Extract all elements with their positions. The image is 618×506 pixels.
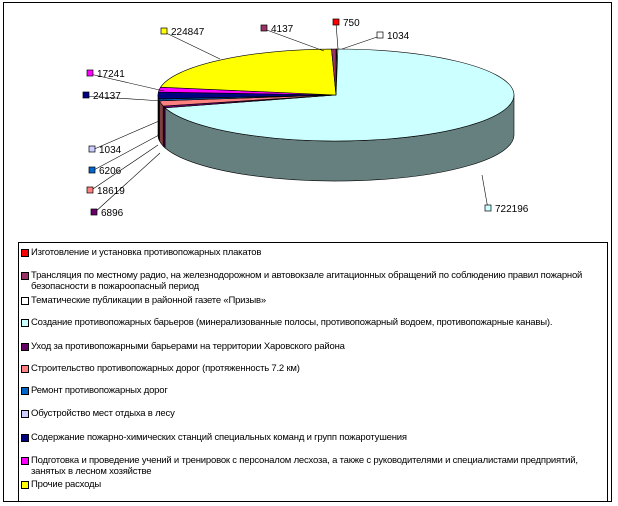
pie-slice-9	[161, 49, 336, 95]
legend-item	[21, 385, 603, 396]
legend-swatch	[21, 387, 29, 395]
data-label-5: 6206	[99, 166, 122, 177]
legend-item	[21, 479, 603, 490]
pie-chart	[4, 3, 611, 239]
legend-swatch	[21, 319, 29, 327]
legend-label: Ремонт противопожарных дорог	[31, 385, 168, 396]
legend-item	[21, 408, 603, 419]
legend-label: Трансляция по местному радио, на железнодорожном и автовокзале агитационных обращений по соблюдению правил пожарной безопасности в пожароопасный период	[31, 270, 583, 292]
data-label-9: 224847	[171, 27, 205, 38]
data-label-1: 1034	[387, 31, 410, 42]
pie-tops	[158, 49, 514, 141]
legend-swatch	[21, 434, 29, 442]
data-label-8: 17241	[97, 69, 125, 80]
data-label-2: 722196	[495, 204, 529, 215]
leader-line-3	[94, 153, 160, 213]
label-swatch-5	[89, 167, 95, 173]
legend-item	[21, 247, 603, 258]
chart-frame	[3, 2, 612, 502]
label-swatch-8	[87, 70, 93, 76]
legend-label: Уход за противопожарными барьерами на территории Харовского района	[31, 341, 345, 352]
legend-swatch	[21, 481, 29, 489]
legend-item	[21, 455, 603, 477]
legend-swatch	[21, 365, 29, 373]
label-swatch-1	[377, 32, 383, 38]
data-label-0: 750	[343, 18, 360, 29]
legend-swatch	[21, 297, 29, 305]
legend-swatch	[21, 272, 29, 280]
label-swatch-10	[261, 25, 267, 31]
legend-label: Тематические публикации в районной газете «Призыв»	[31, 295, 266, 306]
label-swatch-4	[87, 187, 93, 193]
label-swatch-2	[485, 205, 491, 211]
legend-item	[21, 270, 603, 292]
legend-label: Изготовление и установка противопожарных плакатов	[31, 247, 262, 258]
legend-swatch	[21, 410, 29, 418]
label-swatch-0	[333, 19, 339, 25]
data-label-6: 1034	[99, 145, 122, 156]
leader-line-2	[482, 175, 488, 209]
legend-label: Обустройство мест отдыха в лесу	[31, 408, 175, 419]
legend-swatch	[21, 343, 29, 351]
label-swatch-3	[91, 209, 97, 215]
label-swatch-6	[89, 146, 95, 152]
legend-label: Содержание пожарно-химических станций специальных команд и групп пожаротушения	[31, 432, 407, 443]
label-swatch-9	[161, 28, 167, 34]
pie-side-4	[159, 101, 163, 146]
legend-label: Строительство противопожарных дорог (протяженность 7.2 км)	[31, 363, 300, 374]
leader-line-1	[342, 36, 380, 49]
label-swatch-7	[83, 92, 89, 98]
legend-item	[21, 295, 603, 306]
legend-item	[21, 341, 603, 352]
legend-swatch	[21, 457, 29, 465]
legend-label: Прочие расходы	[31, 479, 101, 490]
data-label-7: 24137	[93, 91, 121, 102]
legend-swatch	[21, 249, 29, 257]
data-label-10: 4137	[271, 24, 294, 35]
legend-label: Подготовка и проведение учений и тренировок с персоналом лесхоза, а также с руководителями и специалистами предприятий, занятых в лесном хозяйстве	[31, 455, 578, 477]
data-label-3: 6896	[101, 208, 124, 219]
legend-label: Создание противопожарных барьеров (минерализованные полосы, противопожарный водоем, противопожарные канавы).	[31, 317, 553, 328]
legend	[18, 242, 608, 502]
legend-item	[21, 363, 603, 374]
legend-item	[21, 432, 603, 443]
leader-line-0	[336, 23, 338, 49]
pie-side-7	[158, 95, 159, 139]
data-label-4: 18619	[97, 186, 125, 197]
legend-item	[21, 317, 603, 328]
